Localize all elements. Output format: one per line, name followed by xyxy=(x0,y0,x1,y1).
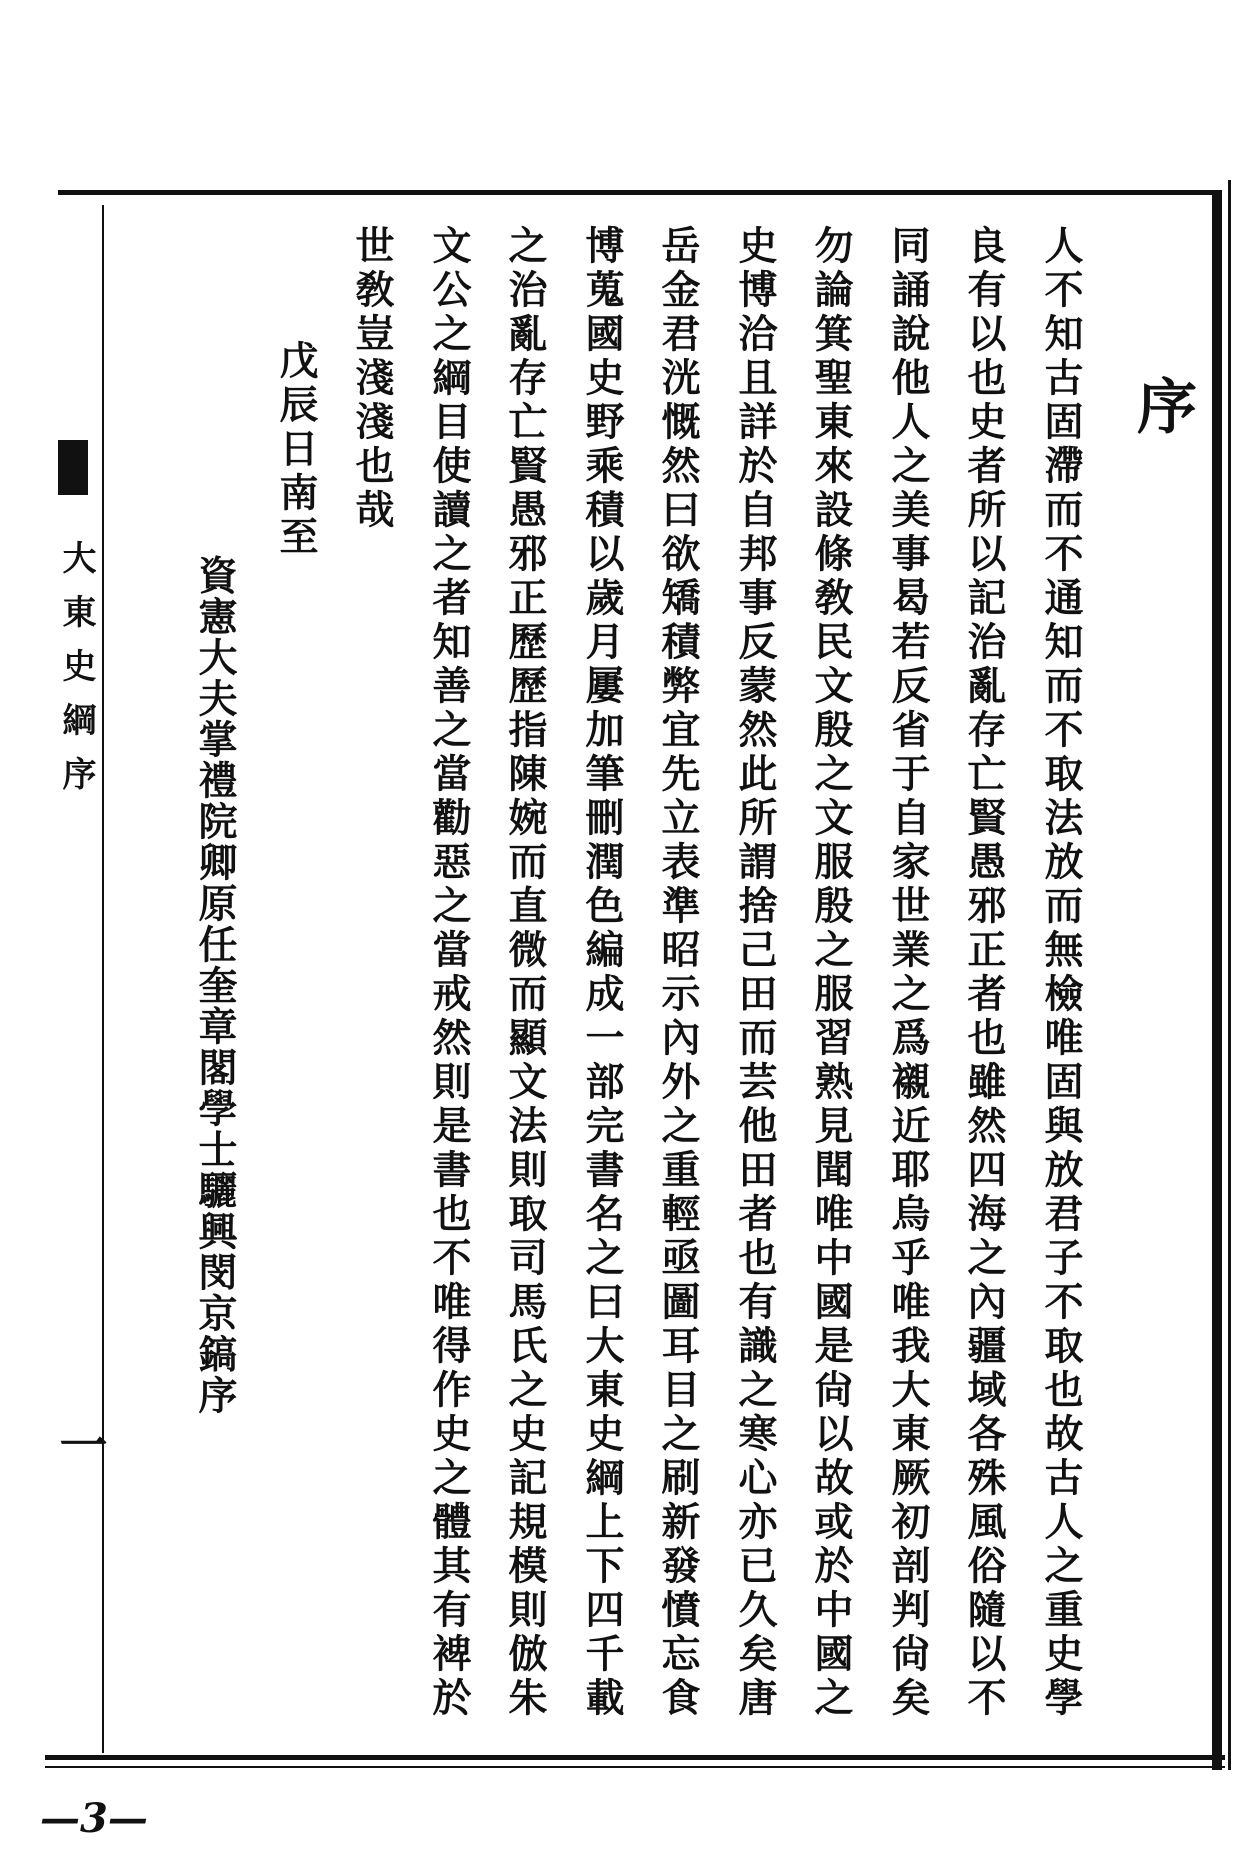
page-number: —3— xyxy=(40,1795,148,1842)
text-column: 人不知古固滯而不通知而不取法放而無檢唯固與放君子不取也故古人之重史學 xyxy=(1038,225,1084,1721)
text-column: 史博洽且詳於自邦事反蒙然此所謂捨己田而芸他田者也有識之寒心亦已久矣唐 xyxy=(732,225,778,1721)
preface-title: 序 xyxy=(1127,375,1197,435)
signature-line: 資憲大夫掌禮院卿原任奎章閣學士驪興閔京鎬序 xyxy=(192,555,238,1416)
text-column: 勿論箕聖東來設條敎民文殷之文服殷之服習熟見聞唯中國是尙以故或於中國之 xyxy=(808,225,854,1721)
text-column: 同誦說他人之美事曷若反省于自家世業之爲襯近耶烏乎唯我大東厥初剖判尙矣 xyxy=(885,225,931,1721)
top-rule xyxy=(58,190,1218,195)
date-line: 戊辰日南至 xyxy=(273,340,319,560)
text-column: 文公之綱目使讀之者知善之當勸惡之當戒然則是書也不唯得作史之體其有裨於 xyxy=(426,225,472,1721)
bottom-rule-thin xyxy=(45,1766,1225,1768)
margin-divider xyxy=(102,205,104,1753)
text-column: 良有以也史者所以記治亂存亡賢愚邪正者也雖然四海之內疆域各殊風俗隨以不 xyxy=(961,225,1007,1721)
text-column: 之治亂存亡賢愚邪正歷歷指陳婉而直微而顯文法則取司馬氏之史記規模則倣朱 xyxy=(502,225,548,1721)
text-column: 博蒐國史野乘積以歲月屢加筆刪潤色編成一部完書名之曰大東史綱上下四千載 xyxy=(579,225,625,1721)
right-border-inner xyxy=(1228,180,1231,1770)
margin-folio: 一 xyxy=(51,1420,107,1468)
bottom-rule xyxy=(45,1755,1225,1760)
text-column: 世敎豈淺淺也哉 xyxy=(349,225,395,533)
section-label: 序 xyxy=(56,756,96,810)
margin-book-title xyxy=(52,540,101,810)
margin-fishtail xyxy=(58,440,88,495)
text-column: 岳金君洸慨然曰欲矯積弊宜先立表準昭示內外之重輕亟圖耳目之刷新發憤忘食 xyxy=(655,225,701,1721)
right-border xyxy=(1212,190,1222,1770)
book-title-text: 大東史綱 xyxy=(56,540,96,756)
